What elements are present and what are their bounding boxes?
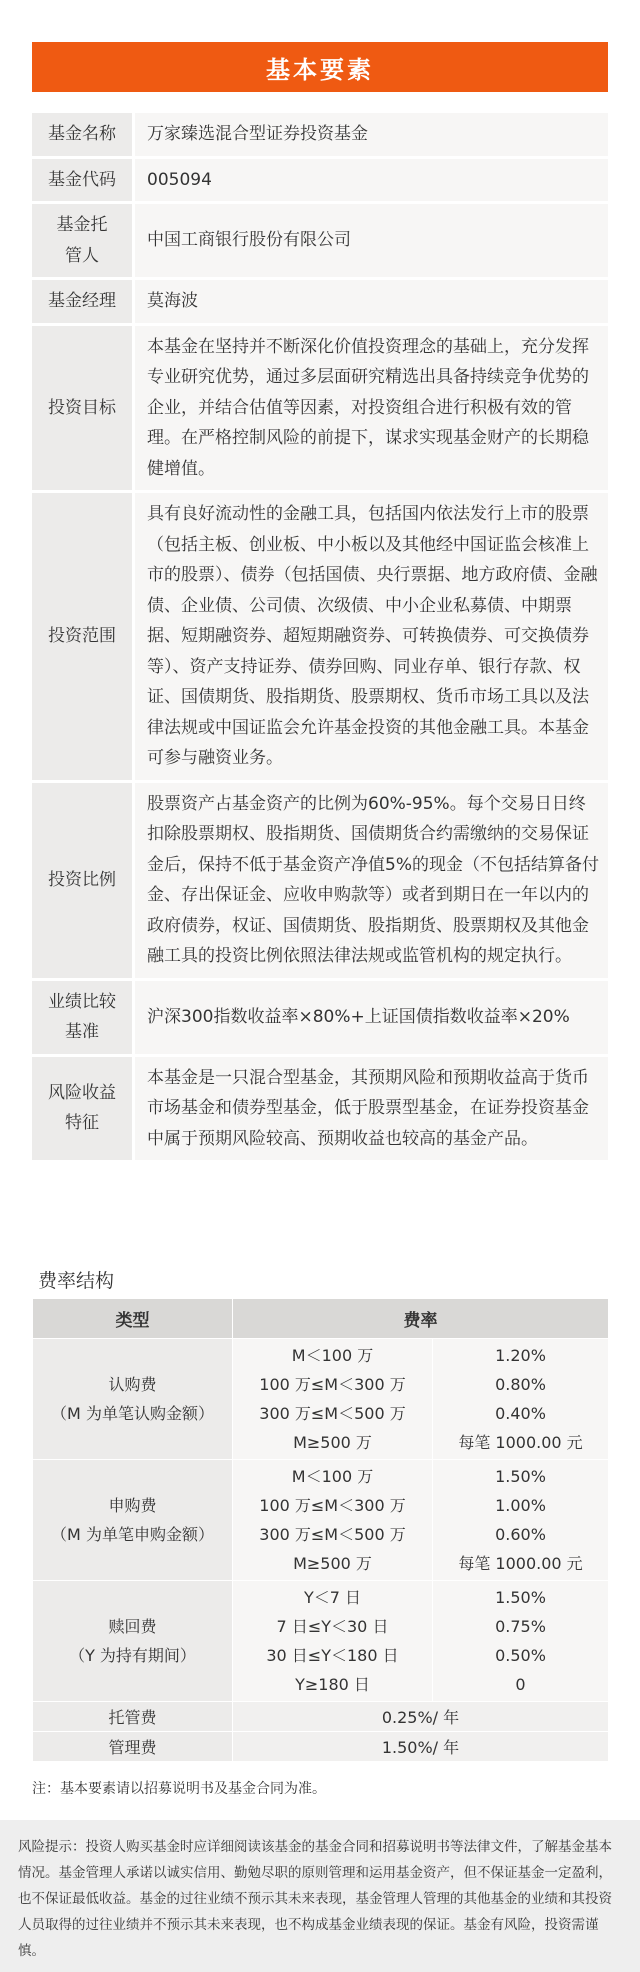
fee-rate: 1.50% (495, 1467, 546, 1486)
fee-range: M≥500 万 (293, 1433, 372, 1452)
fee-range-cell (233, 1339, 433, 1460)
fee-range-cell (233, 1581, 433, 1702)
info-value: 005094 (132, 159, 608, 202)
fee-range: Y≥180 日 (295, 1675, 370, 1694)
fee-range: 300 万≤M＜500 万 (259, 1404, 406, 1423)
fee-rate-cell (433, 1460, 609, 1581)
fee-range: 100 万≤M＜300 万 (259, 1496, 406, 1515)
fee-row-redemption (33, 1581, 609, 1702)
footnote: 注：基本要素请以招募说明书及基金合同为准。 (32, 1781, 326, 1797)
info-row-manager (32, 280, 608, 323)
info-value: 沪深300指数收益率×80%+上证国债指数收益率×20% (132, 981, 608, 1054)
risk-disclaimer (0, 1820, 640, 1972)
fee-rate: 每笔 1000.00 元 (458, 1433, 583, 1452)
fee-type-desc: （Y 为持有期间） (69, 1646, 196, 1665)
fee-rate: 每笔 1000.00 元 (458, 1554, 583, 1573)
info-row-fund-code (32, 159, 608, 202)
info-row-fund-name (32, 113, 608, 156)
info-value: 本基金在坚持并不断深化价值投资理念的基础上，充分发挥专业研究优势，通过多层面研究精选出具备持续竞争优势的企业，并结合估值等因素，对投资组合进行积极有效的管理。在严格控制风险的前提下，谋求实现基金财产的长期稳健增值。 (132, 326, 608, 491)
info-value: 本基金是一只混合型基金，其预期风险和预期收益高于货币市场基金和债券型基金，低于股票型基金，在证券投资基金中属于预期风险较高、预期收益也较高的基金产品。 (132, 1057, 608, 1161)
fee-range: M≥500 万 (293, 1554, 372, 1573)
fee-table (32, 1298, 609, 1762)
fee-row-custody (33, 1702, 609, 1732)
fee-type-desc: （M 为单笔认购金额） (51, 1404, 214, 1423)
info-label: 风险收益特征 (32, 1057, 132, 1161)
fee-rate-cell (433, 1339, 609, 1460)
fee-type-name: 认购费 (108, 1375, 157, 1394)
section-title-banner (32, 42, 608, 92)
info-row-risk-return (32, 1057, 608, 1161)
fee-header-rate: 费率 (233, 1299, 609, 1339)
info-label: 业绩比较基准 (32, 981, 132, 1054)
fee-range: M＜100 万 (291, 1467, 374, 1486)
fee-row-subscription (33, 1339, 609, 1460)
fee-header-type: 类型 (33, 1299, 233, 1339)
info-value: 具有良好流动性的金融工具，包括国内依法发行上市的股票（包括主板、创业板、中小板以及其他经中国证监会核准上市的股票）、债券（包括国债、央行票据、地方政府债、金融债、企业债、公司债、次级债、中小企业私募债、中期票据、短期融资券、超短期融资券、可转换债券、可交换债券等）、资产支持证券、债券回购、同业存单、银行存款、权证、国债期货、股指期货、股票期权、货币市场工具以及法律法规或中国证监会允许基金投资的其他金融工具。本基金可参与融资业务。 (132, 493, 608, 780)
fee-rate: 1.50%/ 年 (233, 1732, 609, 1762)
fund-info-table (32, 110, 608, 1163)
fee-type-name: 申购费 (108, 1496, 157, 1515)
fee-type-name: 管理费 (33, 1732, 233, 1762)
fee-rate: 1.50% (495, 1588, 546, 1607)
fee-range: Y＜7 日 (303, 1588, 362, 1607)
info-label: 投资比例 (32, 783, 132, 978)
fee-header-row (33, 1299, 609, 1339)
risk-disclaimer-text: 风险提示：投资人购买基金时应详细阅读该基金的基金合同和招募说明书等法律文件，了解基金基本情况。基金管理人承诺以诚实信用、勤勉尽职的原则管理和运用基金资产，但不保证基金一定盈利，也不保证最低收益。基金的过往业绩不预示其未来表现，基金管理人管理的其他基金的业绩和其投资人员取得的过往业绩并不预示其未来表现，也不构成基金业绩表现的保证。基金有风险，投资需谨慎。 (18, 1839, 612, 1959)
info-label: 基金托管人 (32, 204, 132, 277)
info-row-benchmark (32, 981, 608, 1054)
fee-rate: 0.80% (495, 1375, 546, 1394)
info-value: 股票资产占基金资产的比例为60%-95%。每个交易日日终扣除股票期权、股指期货、国债期货合约需缴纳的交易保证金后，保持不低于基金资产净值5%的现金（不包括结算备付金、存出保证金、应收申购款等）或者到期日在一年以内的政府债券，权证、国债期货、股指期货、股票期权及其他金融工具的投资比例依照法律法规或监管机构的规定执行。 (132, 783, 608, 978)
info-row-allocation (32, 783, 608, 978)
info-row-custodian (32, 204, 608, 277)
fee-rate-cell (433, 1581, 609, 1702)
fee-type-cell (33, 1339, 233, 1460)
info-label: 基金代码 (32, 159, 132, 202)
fee-rate: 0.50% (495, 1646, 546, 1665)
info-value: 万家臻选混合型证券投资基金 (132, 113, 608, 156)
fee-rate: 0.40% (495, 1404, 546, 1423)
info-label: 投资目标 (32, 326, 132, 491)
page-title: 基本要素 (266, 55, 374, 84)
fee-range-cell (233, 1460, 433, 1581)
fee-range: 100 万≤M＜300 万 (259, 1375, 406, 1394)
fee-type-cell (33, 1460, 233, 1581)
fee-rate: 0 (515, 1675, 526, 1694)
fee-type-cell (33, 1581, 233, 1702)
info-row-scope (32, 493, 608, 780)
fee-type-name: 托管费 (33, 1702, 233, 1732)
fee-type-name: 赎回费 (108, 1617, 157, 1636)
info-label: 基金名称 (32, 113, 132, 156)
fee-range: M＜100 万 (291, 1346, 374, 1365)
fee-range: 300 万≤M＜500 万 (259, 1525, 406, 1544)
fee-rate: 0.25%/ 年 (233, 1702, 609, 1732)
fee-rate: 0.60% (495, 1525, 546, 1544)
info-label: 投资范围 (32, 493, 132, 780)
info-row-objective (32, 326, 608, 491)
fee-row-purchase (33, 1460, 609, 1581)
info-value: 莫海波 (132, 280, 608, 323)
fee-row-management (33, 1732, 609, 1762)
fee-range: 30 日≤Y＜180 日 (266, 1646, 399, 1665)
fee-section-title: 费率结构 (38, 1270, 115, 1292)
fee-type-desc: （M 为单笔申购金额） (51, 1525, 214, 1544)
info-value: 中国工商银行股份有限公司 (132, 204, 608, 277)
fee-rate: 1.20% (495, 1346, 546, 1365)
fee-range: 7 日≤Y＜30 日 (276, 1617, 389, 1636)
fee-rate: 1.00% (495, 1496, 546, 1515)
info-label: 基金经理 (32, 280, 132, 323)
fee-rate: 0.75% (495, 1617, 546, 1636)
